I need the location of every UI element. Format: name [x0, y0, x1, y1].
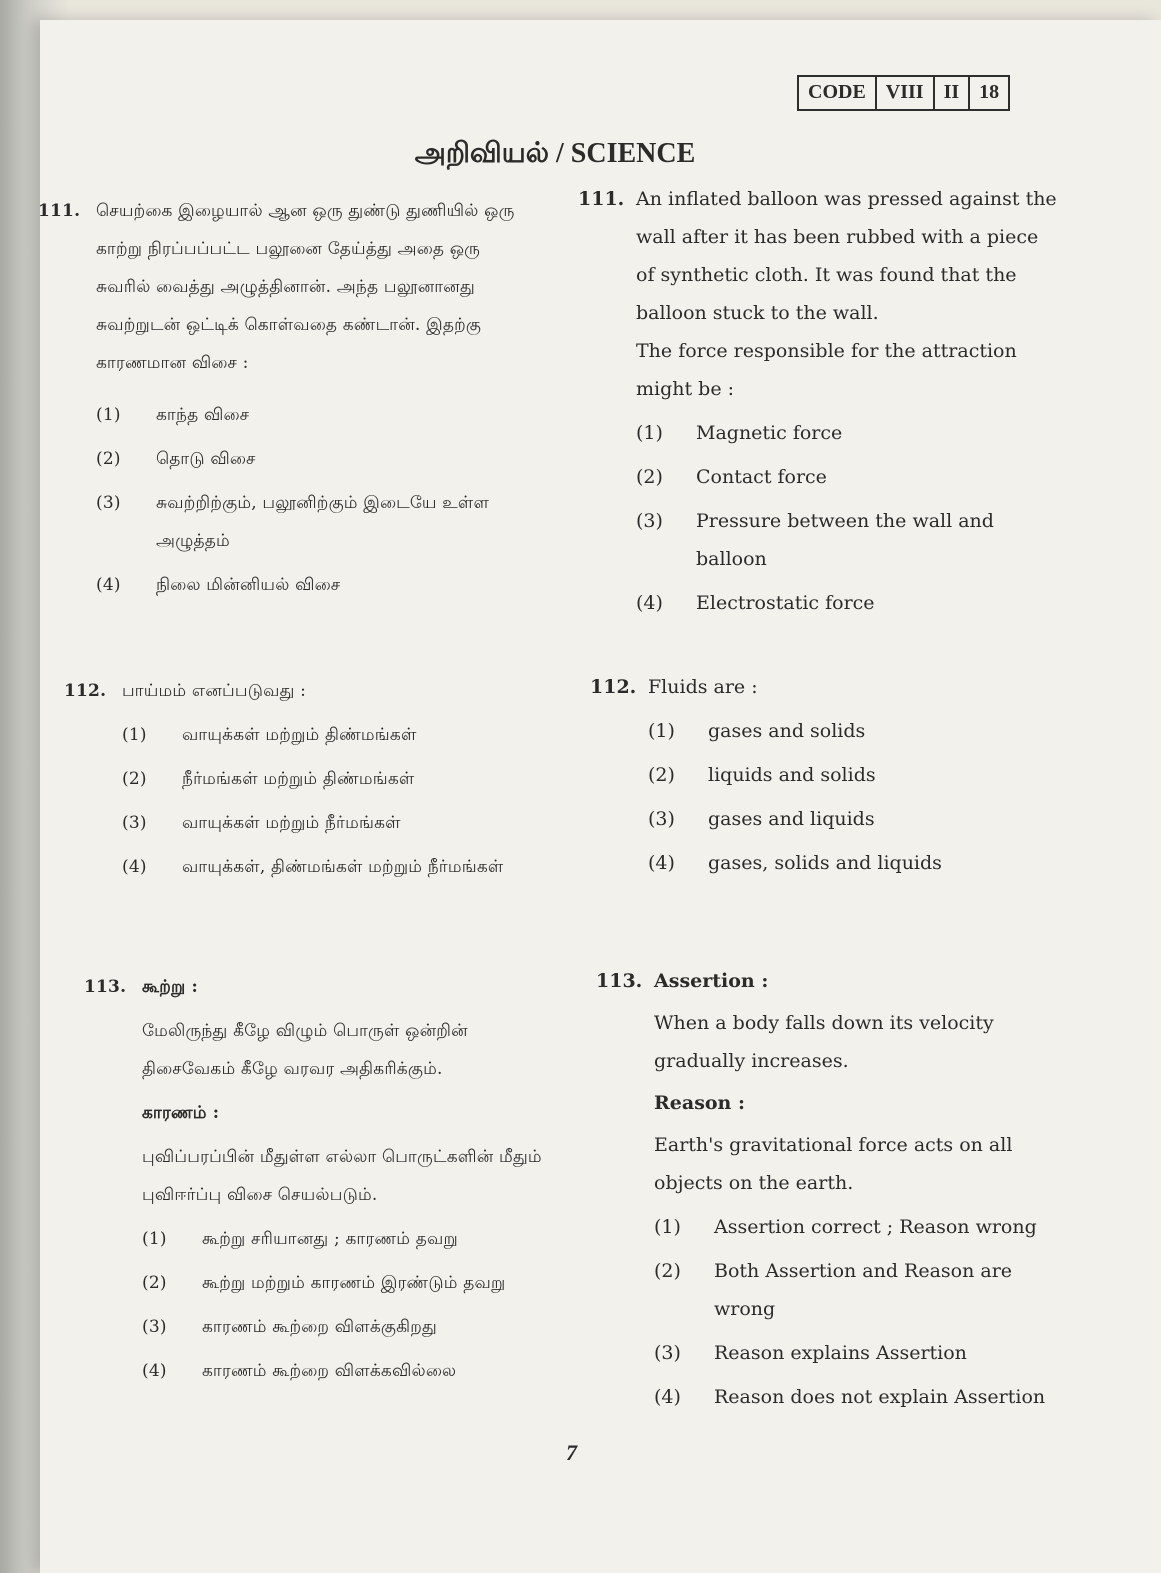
code-paper: II: [935, 77, 971, 109]
option-number: (2): [654, 1260, 681, 1282]
option-4[interactable]: [142, 1352, 554, 1390]
option-2[interactable]: [122, 760, 544, 798]
question-111-tamil: [38, 192, 538, 604]
assertion-label: Assertion :: [654, 970, 769, 992]
option-text: gases and liquids: [708, 808, 875, 830]
question-number: 111.: [38, 201, 81, 221]
assertion-text: When a body falls down its velocity gradually increases.: [654, 1012, 994, 1072]
option-number: (1): [142, 1229, 167, 1249]
option-number: (3): [122, 813, 147, 833]
question-113-english: [596, 962, 1066, 1416]
page-number: 7: [566, 1440, 577, 1465]
assertion-label: கூற்று :: [142, 977, 199, 997]
option-number: (4): [648, 852, 675, 874]
option-text: காரணம் கூற்றை விளக்குகிறது: [202, 1317, 437, 1337]
option-number: (3): [96, 493, 121, 513]
option-4[interactable]: [654, 1378, 1066, 1416]
option-number: (3): [142, 1317, 167, 1337]
option-text: gases and solids: [708, 720, 866, 742]
option-number: (4): [654, 1386, 681, 1408]
option-1[interactable]: [654, 1208, 1066, 1246]
paper-code-box: [797, 75, 1010, 111]
option-3[interactable]: [648, 800, 1050, 838]
question-number: 113.: [84, 977, 127, 997]
option-1[interactable]: [96, 396, 538, 434]
option-text: நிலை மின்னியல் விசை: [156, 575, 341, 595]
option-text: Reason explains Assertion: [714, 1342, 967, 1364]
question-112-english: [590, 668, 1050, 882]
question-stem: An inflated balloon was pressed against the wall after it has been rubbed with a piece of synthetic cloth. It was found that the balloon stuck to the wall.: [636, 188, 1057, 324]
option-text: gases, solids and liquids: [708, 852, 942, 874]
option-3[interactable]: [654, 1334, 1066, 1372]
option-2[interactable]: [636, 458, 1058, 496]
option-4[interactable]: [648, 844, 1050, 882]
question-111-english: [578, 180, 1058, 622]
option-number: (1): [96, 405, 121, 425]
option-number: (2): [122, 769, 147, 789]
question-113-tamil: [84, 968, 554, 1390]
option-2[interactable]: [142, 1264, 554, 1302]
reason-text: Earth's gravitational force acts on all objects on the earth.: [654, 1134, 1013, 1194]
option-number: (4): [142, 1361, 167, 1381]
option-number: (3): [654, 1342, 681, 1364]
option-number: (2): [96, 449, 121, 469]
option-1[interactable]: [636, 414, 1058, 452]
option-number: (1): [654, 1216, 681, 1238]
option-2[interactable]: [654, 1252, 1066, 1328]
option-text: வாயுக்கள் மற்றும் நீர்மங்கள்: [182, 813, 401, 833]
option-number: (1): [122, 725, 147, 745]
option-text: காரணம் கூற்றை விளக்கவில்லை: [202, 1361, 457, 1381]
option-number: (1): [648, 720, 675, 742]
option-text: Magnetic force: [696, 422, 843, 444]
question-stem: பாய்மம் எனப்படுவது :: [122, 681, 307, 701]
option-number: (1): [636, 422, 663, 444]
option-text: Assertion correct ; Reason wrong: [714, 1216, 1037, 1238]
option-text: Reason does not explain Assertion: [714, 1386, 1046, 1408]
option-number: (4): [96, 575, 121, 595]
reason-text: புவிப்பரப்பின் மீதுள்ள எல்லா பொருட்களின் மீதும் புவிஈர்ப்பு விசை செயல்படும்.: [142, 1147, 542, 1205]
option-number: (3): [648, 808, 675, 830]
option-text: Both Assertion and Reason are wrong: [714, 1260, 1013, 1320]
assertion-text: மேலிருந்து கீழே விழும் பொருள் ஒன்றின் திசைவேகம் கீழே வரவர அதிகரிக்கும்.: [142, 1021, 468, 1079]
option-1[interactable]: [122, 716, 544, 754]
option-number: (3): [636, 510, 663, 532]
option-text: Pressure between the wall and balloon: [696, 510, 994, 570]
option-number: (4): [636, 592, 663, 614]
option-text: liquids and solids: [708, 764, 876, 786]
option-3[interactable]: [142, 1308, 554, 1346]
option-text: வாயுக்கள், திண்மங்கள் மற்றும் நீர்மங்கள்: [182, 857, 504, 877]
option-2[interactable]: [648, 756, 1050, 794]
code-year: 18: [979, 81, 1000, 103]
option-text: நீர்மங்கள் மற்றும் திண்மங்கள்: [182, 769, 415, 789]
option-1[interactable]: [142, 1220, 554, 1258]
option-4[interactable]: [122, 848, 544, 886]
code-class: VIII: [877, 77, 935, 109]
question-stem-continued: The force responsible for the attraction might be :: [636, 340, 1017, 400]
question-stem: செயற்கை இழையால் ஆன ஒரு துண்டு துணியில் ஒரு காற்று நிரப்பப்பட்ட பலூனை தேய்த்து அதை ஒரு சுவரில் வைத்து அழுத்தினான். அந்த பலூனானது சுவற்றுடன் ஒட்டிக் கொள்வதை கண்டான். இதற்கு காரணமான விசை :: [96, 201, 515, 373]
option-text: கூற்று மற்றும் காரணம் இரண்டும் தவறு: [202, 1273, 506, 1293]
option-2[interactable]: [96, 440, 538, 478]
option-text: தொடு விசை: [156, 449, 256, 469]
option-number: (2): [142, 1273, 167, 1293]
question-stem: Fluids are :: [648, 676, 758, 698]
question-number: 111.: [578, 188, 625, 210]
code-label: CODE: [799, 77, 877, 109]
option-number: (2): [636, 466, 663, 488]
option-3[interactable]: [122, 804, 544, 842]
option-number: (2): [648, 764, 675, 786]
option-3[interactable]: [636, 502, 1058, 578]
option-number: (4): [122, 857, 147, 877]
subject-title: அறிவியல் / SCIENCE: [414, 138, 696, 169]
question-number: 112.: [64, 681, 107, 701]
option-text: வாயுக்கள் மற்றும் திண்மங்கள்: [182, 725, 417, 745]
option-4[interactable]: [96, 566, 538, 604]
option-3[interactable]: [96, 484, 538, 560]
reason-label: Reason :: [654, 1092, 746, 1114]
option-text: Contact force: [696, 466, 827, 488]
option-text: கூற்று சரியானது ; காரணம் தவறு: [202, 1229, 458, 1249]
option-4[interactable]: [636, 584, 1058, 622]
question-number: 112.: [590, 676, 637, 698]
option-1[interactable]: [648, 712, 1050, 750]
option-text: Electrostatic force: [696, 592, 875, 614]
question-number: 113.: [596, 970, 643, 992]
question-112-tamil: [64, 672, 544, 886]
option-text: சுவற்றிற்கும், பலூனிற்கும் இடையே உள்ள அழுத்தம்: [156, 493, 489, 551]
option-text: காந்த விசை: [156, 405, 250, 425]
reason-label: காரணம் :: [142, 1103, 220, 1123]
